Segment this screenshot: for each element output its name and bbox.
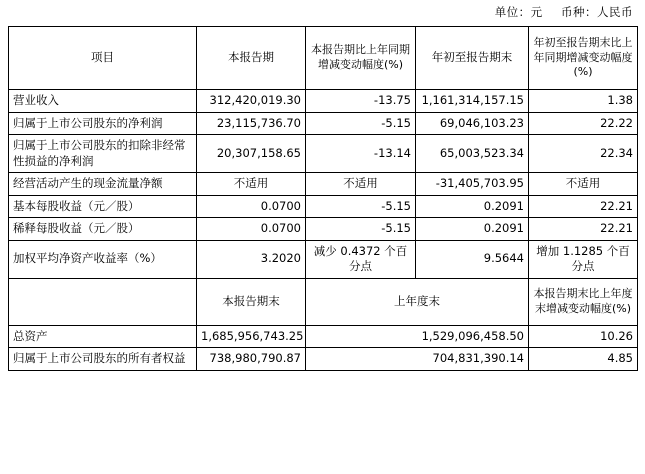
row-item-label: 归属于上市公司股东的净利润 bbox=[9, 112, 197, 135]
unit-currency-line bbox=[495, 4, 633, 20]
secondary-header-blank bbox=[9, 278, 197, 325]
row-item-label: 归属于上市公司股东的扣除非经常性损益的净利润 bbox=[9, 135, 197, 173]
row-change-value: 不适用 bbox=[306, 173, 416, 196]
row-ytd-value: 9.5644 bbox=[416, 240, 529, 278]
secondary-header-period-end: 本报告期末 bbox=[197, 278, 306, 325]
table-row bbox=[9, 90, 638, 113]
column-header-ytd: 年初至报告期末 bbox=[416, 27, 529, 90]
column-header-period-change: 本报告期比上年同期增减变动幅度(%) bbox=[306, 27, 416, 90]
row-item-label: 加权平均净资产收益率（%） bbox=[9, 240, 197, 278]
unit-label: 单位：元 bbox=[494, 5, 543, 19]
row-change-value: 减少 0.4372 个百分点 bbox=[306, 240, 416, 278]
row-item-label: 经营活动产生的现金流量净额 bbox=[9, 173, 197, 196]
table-row bbox=[9, 173, 638, 196]
row-current-value: 不适用 bbox=[197, 173, 306, 196]
column-header-ytd-change: 年初至报告期末比上年同期增减变动幅度(%) bbox=[529, 27, 638, 90]
row-change-value: -5.15 bbox=[306, 112, 416, 135]
row-ytd-value: 1,161,314,157.15 bbox=[416, 90, 529, 113]
row-item-label: 稀释每股收益（元／股） bbox=[9, 218, 197, 241]
row-current-value: 3.2020 bbox=[197, 240, 306, 278]
row-item-label: 基本每股收益（元／股） bbox=[9, 195, 197, 218]
secondary-header-change: 本报告期末比上年度末增减变动幅度(%) bbox=[529, 278, 638, 325]
row-ytd-change-value: 不适用 bbox=[529, 173, 638, 196]
secondary-header-prior-year-end: 上年度末 bbox=[306, 278, 529, 325]
currency-label: 币种：人民币 bbox=[561, 5, 633, 19]
table-header-row bbox=[9, 27, 638, 90]
table-row bbox=[9, 195, 638, 218]
row-change-value: -5.15 bbox=[306, 218, 416, 241]
row-ytd-value: 65,003,523.34 bbox=[416, 135, 529, 173]
table-secondary-header-row bbox=[9, 278, 638, 325]
row-current-value: 23,115,736.70 bbox=[197, 112, 306, 135]
row-change-value: -13.14 bbox=[306, 135, 416, 173]
row-current-value: 312,420,019.30 bbox=[197, 90, 306, 113]
row-ytd-change-value: 22.21 bbox=[529, 195, 638, 218]
row-ytd-change-value: 增加 1.1285 个百分点 bbox=[529, 240, 638, 278]
table-row bbox=[9, 135, 638, 173]
row-prior-year-end-value: 704,831,390.14 bbox=[306, 348, 529, 371]
row-change-value: -13.75 bbox=[306, 90, 416, 113]
table-row bbox=[9, 218, 638, 241]
row-change-value: 10.26 bbox=[529, 325, 638, 348]
row-ytd-value: -31,405,703.95 bbox=[416, 173, 529, 196]
row-current-value: 0.0700 bbox=[197, 195, 306, 218]
row-current-value: 20,307,158.65 bbox=[197, 135, 306, 173]
row-item-label: 营业收入 bbox=[9, 90, 197, 113]
column-header-item: 项目 bbox=[9, 27, 197, 90]
row-prior-year-end-value: 1,529,096,458.50 bbox=[306, 325, 529, 348]
row-period-end-value: 1,685,956,743.25 bbox=[197, 325, 306, 348]
row-ytd-change-value: 22.34 bbox=[529, 135, 638, 173]
row-ytd-value: 0.2091 bbox=[416, 218, 529, 241]
row-item-label: 总资产 bbox=[9, 325, 197, 348]
row-ytd-value: 0.2091 bbox=[416, 195, 529, 218]
row-ytd-change-value: 1.38 bbox=[529, 90, 638, 113]
table-row bbox=[9, 240, 638, 278]
column-header-current-period: 本报告期 bbox=[197, 27, 306, 90]
table-row bbox=[9, 348, 638, 371]
row-ytd-change-value: 22.21 bbox=[529, 218, 638, 241]
row-current-value: 0.0700 bbox=[197, 218, 306, 241]
row-ytd-value: 69,046,103.23 bbox=[416, 112, 529, 135]
row-change-value: -5.15 bbox=[306, 195, 416, 218]
row-ytd-change-value: 22.22 bbox=[529, 112, 638, 135]
row-item-label: 归属于上市公司股东的所有者权益 bbox=[9, 348, 197, 371]
table-row bbox=[9, 112, 638, 135]
table-row bbox=[9, 325, 638, 348]
financial-table bbox=[8, 26, 638, 371]
row-period-end-value: 738,980,790.87 bbox=[197, 348, 306, 371]
row-change-value: 4.85 bbox=[529, 348, 638, 371]
